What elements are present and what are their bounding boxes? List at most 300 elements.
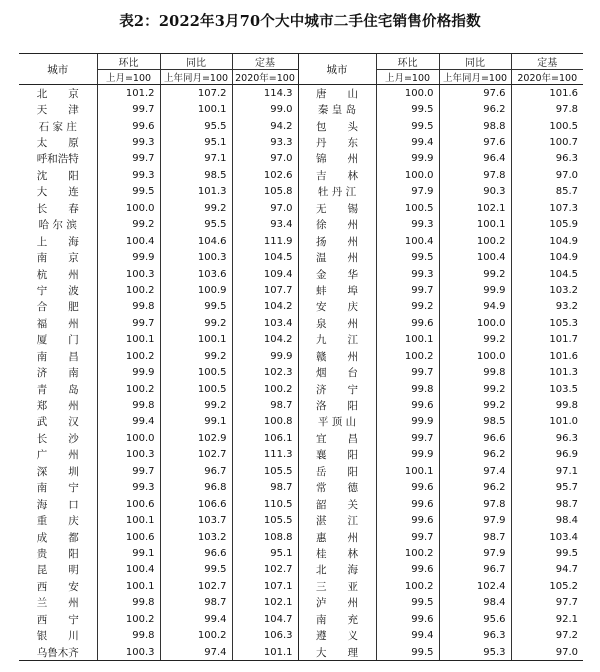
yoy-right-cell: 96.2 (439, 480, 511, 496)
city-right-cell: 烟 台 (298, 364, 376, 380)
yoy-left-cell: 104.6 (160, 233, 232, 249)
yoy-right-cell: 99.8 (439, 364, 511, 380)
table-row (19, 332, 583, 348)
city-left-cell: 成 都 (36, 531, 79, 544)
mom-left-cell: 99.7 (97, 151, 160, 167)
yoy-left-cell: 103.6 (160, 266, 232, 282)
fixed-right-cell: 94.7 (511, 562, 583, 578)
mom-right-cell: 99.5 (376, 595, 439, 611)
yoy-right-cell: 97.6 (439, 134, 511, 150)
header-mom-base-right: 上月=100 (376, 70, 439, 85)
fixed-right-cell: 98.4 (511, 512, 583, 528)
fixed-right-cell: 104.9 (511, 249, 583, 265)
fixed-left-cell: 102.7 (232, 562, 298, 578)
fixed-right-cell: 104.5 (511, 266, 583, 282)
yoy-right-cell: 96.4 (439, 151, 511, 167)
city-right-cell: 大 理 (298, 644, 376, 661)
city-right-cell: 韶 关 (298, 496, 376, 512)
mom-right-cell: 99.6 (376, 397, 439, 413)
yoy-right-cell: 96.6 (439, 430, 511, 446)
table-row (19, 397, 583, 413)
city-left-cell: 重 庆 (36, 515, 79, 528)
city-left-cell: 哈 尔 滨 (38, 219, 77, 232)
fixed-left-cell: 110.5 (232, 496, 298, 512)
mom-left-cell: 100.2 (97, 381, 160, 397)
fixed-right-cell: 101.0 (511, 414, 583, 430)
city-right-cell: 蚌 埠 (298, 282, 376, 298)
yoy-left-cell: 95.1 (160, 134, 232, 150)
mom-left-cell: 99.5 (97, 184, 160, 200)
table-row (19, 595, 583, 611)
city-left-cell: 深 圳 (36, 465, 79, 478)
fixed-left-cell: 100.8 (232, 414, 298, 430)
header-fixed-right: 定基 (511, 54, 583, 70)
fixed-left-cell: 114.3 (232, 85, 298, 102)
mom-left-cell: 100.6 (97, 529, 160, 545)
yoy-right-cell: 97.9 (439, 545, 511, 561)
fixed-left-cell: 109.4 (232, 266, 298, 282)
fixed-left-cell: 111.3 (232, 447, 298, 463)
city-left-cell: 呼和浩特 (36, 153, 79, 166)
fixed-right-cell: 98.7 (511, 496, 583, 512)
mom-right-cell: 99.6 (376, 562, 439, 578)
city-right-cell: 秦 皇 岛 (298, 101, 376, 117)
fixed-right-cell: 101.6 (511, 348, 583, 364)
city-right-cell: 扬 州 (298, 233, 376, 249)
yoy-left-cell: 99.2 (160, 315, 232, 331)
mom-left-cell: 101.2 (97, 85, 160, 102)
mom-right-cell: 100.4 (376, 233, 439, 249)
city-left-cell: 石 家 庄 (38, 120, 77, 133)
fixed-left-cell: 106.1 (232, 430, 298, 446)
table-row (19, 85, 583, 102)
city-left-cell: 西 安 (36, 580, 79, 593)
yoy-left-cell: 99.2 (160, 200, 232, 216)
fixed-left-cell: 95.1 (232, 545, 298, 561)
mom-right-cell: 99.7 (376, 529, 439, 545)
table-row (19, 578, 583, 594)
yoy-right-cell: 99.2 (439, 381, 511, 397)
yoy-left-cell: 103.2 (160, 529, 232, 545)
city-right-cell: 九 江 (298, 332, 376, 348)
table-row (19, 644, 583, 661)
table-title: 表2：2022年3月70个大中城市二手住宅销售价格指数 (119, 13, 481, 30)
yoy-left-cell: 99.2 (160, 397, 232, 413)
table-row (19, 118, 583, 134)
city-left-cell: 西 宁 (36, 613, 79, 626)
fixed-right-cell: 104.9 (511, 233, 583, 249)
mom-right-cell: 99.5 (376, 644, 439, 661)
header-city-right: 城市 (298, 54, 376, 85)
fixed-left-cell: 98.7 (232, 397, 298, 413)
mom-left-cell: 99.3 (97, 480, 160, 496)
yoy-right-cell: 97.9 (439, 512, 511, 528)
yoy-left-cell: 96.8 (160, 480, 232, 496)
header-city-left: 城市 (19, 54, 97, 85)
yoy-left-cell: 97.4 (160, 644, 232, 661)
fixed-left-cell: 97.0 (232, 151, 298, 167)
mom-left-cell: 99.3 (97, 134, 160, 150)
mom-right-cell: 100.1 (376, 463, 439, 479)
mom-right-cell: 99.7 (376, 364, 439, 380)
table-row (19, 463, 583, 479)
mom-right-cell: 100.0 (376, 167, 439, 183)
table-row (19, 101, 583, 117)
fixed-left-cell: 105.8 (232, 184, 298, 200)
yoy-right-cell: 90.3 (439, 184, 511, 200)
fixed-left-cell: 108.8 (232, 529, 298, 545)
yoy-left-cell: 100.3 (160, 249, 232, 265)
yoy-left-cell: 98.5 (160, 167, 232, 183)
mom-right-cell: 99.9 (376, 414, 439, 430)
city-left-cell: 兰 州 (36, 597, 79, 610)
yoy-left-cell: 98.7 (160, 595, 232, 611)
mom-right-cell: 99.5 (376, 118, 439, 134)
mom-left-cell: 99.1 (97, 545, 160, 561)
table-row (19, 315, 583, 331)
mom-right-cell: 100.2 (376, 545, 439, 561)
table-row (19, 348, 583, 364)
yoy-right-cell: 99.9 (439, 282, 511, 298)
city-right-cell: 唐 山 (298, 85, 376, 102)
header-mom-right: 环比 (376, 54, 439, 70)
table-row (19, 562, 583, 578)
fixed-left-cell: 94.2 (232, 118, 298, 134)
header-fixed-base-left: 2020年=100 (232, 70, 298, 85)
mom-left-cell: 99.7 (97, 101, 160, 117)
mom-right-cell: 100.2 (376, 578, 439, 594)
mom-right-cell: 99.2 (376, 299, 439, 315)
city-left-cell: 厦 门 (36, 334, 79, 347)
city-right-cell: 岳 阳 (298, 463, 376, 479)
city-right-cell: 无 锡 (298, 200, 376, 216)
table-row (19, 266, 583, 282)
table-body (19, 85, 583, 661)
yoy-right-cell: 100.2 (439, 233, 511, 249)
yoy-right-cell: 100.0 (439, 348, 511, 364)
mom-left-cell: 99.9 (97, 364, 160, 380)
mom-left-cell: 100.1 (97, 512, 160, 528)
city-left-cell: 宁 波 (36, 284, 79, 297)
mom-right-cell: 99.9 (376, 447, 439, 463)
header-mom-base-left: 上月=100 (97, 70, 160, 85)
fixed-right-cell: 99.5 (511, 545, 583, 561)
fixed-right-cell: 96.3 (511, 430, 583, 446)
mom-left-cell: 100.3 (97, 447, 160, 463)
yoy-left-cell: 100.1 (160, 101, 232, 117)
mom-right-cell: 99.9 (376, 151, 439, 167)
city-left-cell: 大 连 (36, 186, 79, 199)
fixed-left-cell: 105.5 (232, 512, 298, 528)
city-right-cell: 泉 州 (298, 315, 376, 331)
city-right-cell: 桂 林 (298, 545, 376, 561)
mom-left-cell: 99.4 (97, 414, 160, 430)
mom-right-cell: 97.9 (376, 184, 439, 200)
city-left-cell: 上 海 (36, 235, 79, 248)
mom-left-cell: 100.2 (97, 611, 160, 627)
mom-left-cell: 99.8 (97, 595, 160, 611)
city-right-cell: 襄 阳 (298, 447, 376, 463)
fixed-right-cell: 101.7 (511, 332, 583, 348)
yoy-right-cell: 95.3 (439, 644, 511, 661)
fixed-right-cell: 100.5 (511, 118, 583, 134)
fixed-left-cell: 103.4 (232, 315, 298, 331)
yoy-left-cell: 102.7 (160, 578, 232, 594)
city-left-cell: 郑 州 (36, 400, 79, 413)
yoy-left-cell: 100.5 (160, 364, 232, 380)
city-right-cell: 赣 州 (298, 348, 376, 364)
yoy-right-cell: 96.2 (439, 447, 511, 463)
city-right-cell: 三 亚 (298, 578, 376, 594)
yoy-right-cell: 98.8 (439, 118, 511, 134)
fixed-right-cell: 100.7 (511, 134, 583, 150)
mom-right-cell: 99.3 (376, 266, 439, 282)
mom-right-cell: 99.7 (376, 282, 439, 298)
table-row (19, 529, 583, 545)
city-right-cell: 济 宁 (298, 381, 376, 397)
table-row (19, 545, 583, 561)
city-right-cell: 惠 州 (298, 529, 376, 545)
table-row (19, 381, 583, 397)
city-left-cell: 南 宁 (36, 482, 79, 495)
mom-left-cell: 100.3 (97, 644, 160, 661)
mom-right-cell: 99.8 (376, 381, 439, 397)
fixed-left-cell: 102.3 (232, 364, 298, 380)
fixed-right-cell: 97.8 (511, 101, 583, 117)
fixed-left-cell: 98.7 (232, 480, 298, 496)
yoy-right-cell: 98.4 (439, 595, 511, 611)
city-left-cell: 北 京 (36, 87, 79, 100)
mom-right-cell: 99.6 (376, 480, 439, 496)
city-left-cell: 武 汉 (36, 416, 79, 429)
yoy-right-cell: 96.3 (439, 627, 511, 643)
mom-left-cell: 99.6 (97, 118, 160, 134)
city-right-cell: 南 充 (298, 611, 376, 627)
city-right-cell: 湛 江 (298, 512, 376, 528)
yoy-left-cell: 100.5 (160, 381, 232, 397)
yoy-left-cell: 100.9 (160, 282, 232, 298)
fixed-right-cell: 107.3 (511, 200, 583, 216)
table-row (19, 430, 583, 446)
yoy-right-cell: 94.9 (439, 299, 511, 315)
mom-right-cell: 99.3 (376, 217, 439, 233)
mom-right-cell: 99.5 (376, 101, 439, 117)
yoy-right-cell: 102.4 (439, 578, 511, 594)
header-yoy-base-left: 上年同月=100 (160, 70, 232, 85)
yoy-right-cell: 97.4 (439, 463, 511, 479)
fixed-right-cell: 97.1 (511, 463, 583, 479)
table-row (19, 134, 583, 150)
city-right-cell: 平 顶 山 (298, 414, 376, 430)
yoy-right-cell: 99.2 (439, 332, 511, 348)
city-right-cell: 金 华 (298, 266, 376, 282)
city-right-cell: 锦 州 (298, 151, 376, 167)
city-left-cell: 贵 阳 (36, 547, 79, 560)
table-row (19, 233, 583, 249)
yoy-right-cell: 99.2 (439, 266, 511, 282)
yoy-left-cell: 100.1 (160, 332, 232, 348)
fixed-left-cell: 102.6 (232, 167, 298, 183)
mom-left-cell: 100.1 (97, 332, 160, 348)
header-fixed-left: 定基 (232, 54, 298, 70)
fixed-right-cell: 97.2 (511, 627, 583, 643)
yoy-right-cell: 98.7 (439, 529, 511, 545)
fixed-left-cell: 101.1 (232, 644, 298, 661)
table-row (19, 496, 583, 512)
fixed-left-cell: 104.7 (232, 611, 298, 627)
mom-left-cell: 99.7 (97, 463, 160, 479)
yoy-left-cell: 102.9 (160, 430, 232, 446)
fixed-right-cell: 93.2 (511, 299, 583, 315)
yoy-right-cell: 96.2 (439, 101, 511, 117)
city-left-cell: 南 昌 (36, 350, 79, 363)
header-yoy-left: 同比 (160, 54, 232, 70)
mom-left-cell: 99.8 (97, 627, 160, 643)
yoy-left-cell: 101.3 (160, 184, 232, 200)
fixed-left-cell: 93.4 (232, 217, 298, 233)
price-index-table (19, 53, 583, 661)
city-right-cell: 遵 义 (298, 627, 376, 643)
header-fixed-base-right: 2020年=100 (511, 70, 583, 85)
fixed-left-cell: 97.0 (232, 200, 298, 216)
yoy-right-cell: 99.2 (439, 397, 511, 413)
fixed-right-cell: 96.3 (511, 151, 583, 167)
mom-right-cell: 99.6 (376, 611, 439, 627)
table-row (19, 200, 583, 216)
yoy-left-cell: 99.2 (160, 348, 232, 364)
fixed-right-cell: 105.3 (511, 315, 583, 331)
city-left-cell: 沈 阳 (36, 169, 79, 182)
yoy-right-cell: 97.6 (439, 85, 511, 102)
city-right-cell: 泸 州 (298, 595, 376, 611)
city-right-cell: 牡 丹 江 (298, 184, 376, 200)
yoy-left-cell: 99.5 (160, 562, 232, 578)
table-row (19, 184, 583, 200)
header-mom-left: 环比 (97, 54, 160, 70)
city-left-cell: 太 原 (36, 137, 79, 150)
city-right-cell: 吉 林 (298, 167, 376, 183)
yoy-right-cell: 97.8 (439, 167, 511, 183)
yoy-left-cell: 106.6 (160, 496, 232, 512)
fixed-right-cell: 105.2 (511, 578, 583, 594)
mom-left-cell: 100.0 (97, 430, 160, 446)
table-row (19, 249, 583, 265)
city-left-cell: 南 京 (36, 252, 79, 265)
yoy-left-cell: 99.5 (160, 299, 232, 315)
table-row (19, 611, 583, 627)
yoy-left-cell: 103.7 (160, 512, 232, 528)
yoy-right-cell: 95.6 (439, 611, 511, 627)
fixed-left-cell: 107.7 (232, 282, 298, 298)
mom-right-cell: 99.6 (376, 512, 439, 528)
mom-left-cell: 99.9 (97, 249, 160, 265)
mom-right-cell: 100.2 (376, 348, 439, 364)
fixed-left-cell: 111.9 (232, 233, 298, 249)
mom-right-cell: 99.4 (376, 134, 439, 150)
city-right-cell: 洛 阳 (298, 397, 376, 413)
mom-left-cell: 100.2 (97, 348, 160, 364)
fixed-left-cell: 104.2 (232, 299, 298, 315)
fixed-left-cell: 106.3 (232, 627, 298, 643)
table-row (19, 480, 583, 496)
mom-right-cell: 99.7 (376, 430, 439, 446)
header-yoy-right: 同比 (439, 54, 511, 70)
yoy-left-cell: 107.2 (160, 85, 232, 102)
fixed-left-cell: 99.0 (232, 101, 298, 117)
mom-left-cell: 100.3 (97, 266, 160, 282)
table-row (19, 447, 583, 463)
table-row (19, 512, 583, 528)
city-right-cell: 徐 州 (298, 217, 376, 233)
fixed-left-cell: 104.5 (232, 249, 298, 265)
fixed-left-cell: 105.5 (232, 463, 298, 479)
city-left-cell: 杭 州 (36, 268, 79, 281)
yoy-right-cell: 100.4 (439, 249, 511, 265)
yoy-left-cell: 99.1 (160, 414, 232, 430)
yoy-right-cell: 97.8 (439, 496, 511, 512)
fixed-left-cell: 100.2 (232, 381, 298, 397)
mom-left-cell: 99.7 (97, 315, 160, 331)
fixed-left-cell: 93.3 (232, 134, 298, 150)
fixed-right-cell: 95.7 (511, 480, 583, 496)
mom-right-cell: 99.6 (376, 496, 439, 512)
mom-left-cell: 99.2 (97, 217, 160, 233)
fixed-right-cell: 101.6 (511, 85, 583, 102)
city-right-cell: 常 德 (298, 480, 376, 496)
fixed-right-cell: 99.8 (511, 397, 583, 413)
header-yoy-base-right: 上年同月=100 (439, 70, 511, 85)
mom-left-cell: 99.8 (97, 397, 160, 413)
city-left-cell: 长 沙 (36, 432, 79, 445)
yoy-right-cell: 96.7 (439, 562, 511, 578)
mom-left-cell: 100.4 (97, 233, 160, 249)
fixed-left-cell: 107.1 (232, 578, 298, 594)
yoy-left-cell: 100.2 (160, 627, 232, 643)
fixed-right-cell: 103.4 (511, 529, 583, 545)
city-left-cell: 青 岛 (36, 383, 79, 396)
table-row (19, 217, 583, 233)
table-row (19, 364, 583, 380)
city-left-cell: 福 州 (36, 317, 79, 330)
table-row (19, 282, 583, 298)
city-right-cell: 安 庆 (298, 299, 376, 315)
mom-left-cell: 100.6 (97, 496, 160, 512)
mom-left-cell: 100.1 (97, 578, 160, 594)
yoy-left-cell: 95.5 (160, 217, 232, 233)
mom-left-cell: 99.8 (97, 299, 160, 315)
yoy-left-cell: 97.1 (160, 151, 232, 167)
city-left-cell: 昆 明 (36, 564, 79, 577)
mom-left-cell: 99.3 (97, 167, 160, 183)
city-left-cell: 银 川 (36, 630, 79, 643)
table-row (19, 151, 583, 167)
fixed-right-cell: 97.0 (511, 644, 583, 661)
yoy-right-cell: 102.1 (439, 200, 511, 216)
fixed-left-cell: 99.9 (232, 348, 298, 364)
fixed-right-cell: 96.9 (511, 447, 583, 463)
city-right-cell: 宜 昌 (298, 430, 376, 446)
yoy-right-cell: 100.0 (439, 315, 511, 331)
table-row (19, 167, 583, 183)
yoy-left-cell: 96.7 (160, 463, 232, 479)
city-left-cell: 天 津 (36, 104, 79, 117)
table-row (19, 627, 583, 643)
mom-right-cell: 100.0 (376, 85, 439, 102)
city-right-cell: 北 海 (298, 562, 376, 578)
city-right-cell: 温 州 (298, 249, 376, 265)
mom-left-cell: 100.4 (97, 562, 160, 578)
mom-left-cell: 100.2 (97, 282, 160, 298)
